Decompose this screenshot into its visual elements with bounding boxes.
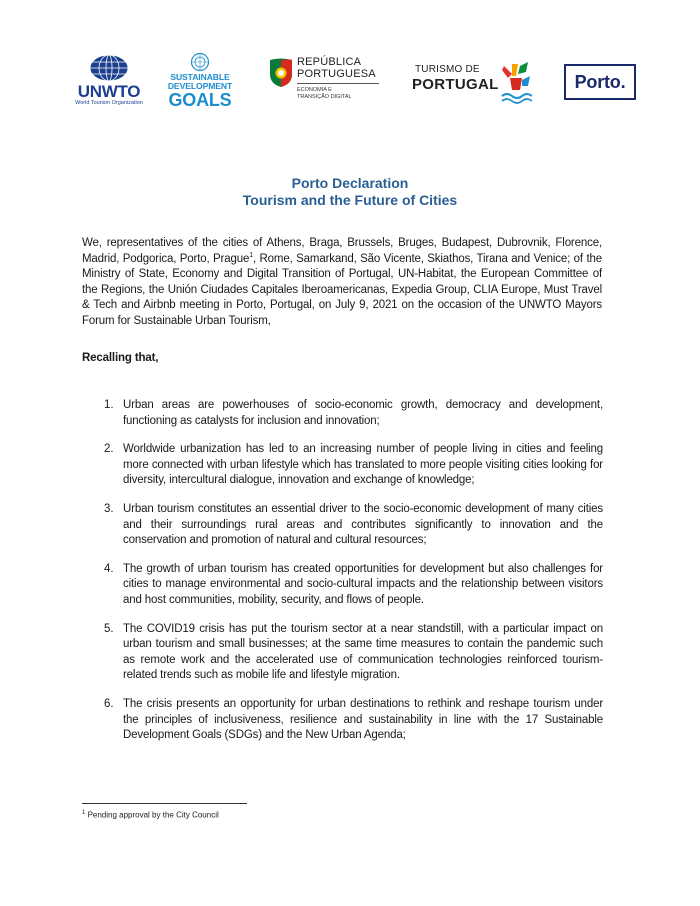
unwto-subtitle: World Tourism Organization <box>75 100 143 106</box>
portuguese-emblem-icon <box>268 58 294 88</box>
list-item-number: 3. <box>104 502 114 515</box>
list-item <box>0 398 700 429</box>
sdg-line1: SUSTAINABLE <box>170 72 230 82</box>
unwto-logo <box>74 54 144 107</box>
turismo-line1: TURISMO DE <box>415 64 480 75</box>
list-item-text: The crisis presents an opportunity for urban destinations to rethink and reshape tourism under the principles of inclusiveness, resilience and sustainability in line with the 17 Sustainable Development Goals (SDGs) and the New Urban Agenda; <box>123 697 603 742</box>
sdg-logo <box>162 52 238 110</box>
list-item-number: 6. <box>104 697 114 710</box>
list-item <box>0 502 700 549</box>
footnote-text: Pending approval by the City Council <box>85 810 219 820</box>
list-item-text: The COVID19 crisis has put the tourism sector at a near standstill, with a particular impact on urban tourism and small businesses; at the same time measures to contain the pandemic such as remote work and the accelerated use of communication technologies reinforced tourism-related trends such as mobile life and lifestyle migration. <box>123 622 603 682</box>
turismo-de-portugal-logo <box>412 60 534 104</box>
republica-line1: REPÚBLICA <box>297 56 362 68</box>
list-item <box>0 697 700 744</box>
list-item-text: Urban areas are powerhouses of socio-economic growth, democracy and development, functioning as catalysts for inclusion and innovation; <box>123 399 603 427</box>
intro-text-part2: , Rome, Samarkand, São Vicente, Skiathos, Tirana and Venice; of the Ministry of State, Economy and Digital Transition of Portugal, UN-Habitat, the European Committee of the Regions, the Unión Ciudades Capitales Iberoamericanas, Expedia Group, CLIA Europe, Must Travel & Tech and Airbnb meeting in Porto, Portugal, on July 9, 2021 on the occasion of the UNWTO Mayors Forum for Sustainable Urban Tourism, <box>82 252 602 327</box>
un-emblem-icon <box>190 52 210 72</box>
republica-line4: TRANSIÇÃO DIGITAL <box>297 94 352 100</box>
turismo-line2: PORTUGAL <box>412 76 499 93</box>
recitals-list <box>0 398 700 757</box>
document-subtitle: Tourism and the Future of Cities <box>242 192 458 208</box>
list-item-number: 5. <box>104 622 114 635</box>
colorful-figure-icon <box>500 60 532 104</box>
intro-text-part1: We, representatives of the cities of Athens, Braga, Brussels, Bruges, Budapest, Dubrovnik, Florence, Madrid, Podgorica, Porto, Prague <box>82 237 602 265</box>
list-item <box>0 442 700 489</box>
list-item-number: 2. <box>104 443 114 456</box>
list-item <box>0 562 700 609</box>
porto-logo: Porto. <box>564 64 636 100</box>
list-item-text: The growth of urban tourism has created opportunities for development but also challenges for cities to manage environmental and socio-cultural impacts and the relationship between visitors and host communities, mobility, security, and flows of people. <box>123 562 603 606</box>
republica-line3: ECONOMIA E <box>297 87 332 93</box>
recalling-heading: Recalling that, <box>82 352 159 364</box>
list-item-number: 1. <box>104 399 114 411</box>
republica-divider <box>297 83 379 84</box>
list-item-number: 4. <box>104 562 114 575</box>
list-item-text: Urban tourism constitutes an essential driver to the socio-economic development of many cities and their surroundings rural areas and contributes significantly to innovation and the conservation and promotion of natural and cultural resources; <box>123 502 603 547</box>
document-title: Porto Declaration <box>291 175 409 191</box>
footnote-mark: 1 <box>82 810 86 816</box>
list-item <box>0 622 700 684</box>
intro-paragraph <box>82 236 602 330</box>
footnote <box>82 810 219 820</box>
republica-line2: PORTUGUESA <box>297 68 376 80</box>
logo-bar <box>0 52 700 116</box>
sdg-line3: GOALS <box>168 90 232 110</box>
list-item-text: Worldwide urbanization has led to an increasing number of people living in cities and feeling more connected with urban lifestyle which has translated to more people visiting cities looking for diversity, intercultural dialogue, innovation and exchange of knowledge; <box>123 443 603 487</box>
footnote-divider <box>82 803 247 804</box>
republica-portuguesa-logo <box>268 56 380 108</box>
unwto-wordmark: UNWTO <box>77 82 141 101</box>
sdg-line2: DEVELOPMENT <box>167 81 233 91</box>
globe-icon <box>89 54 129 82</box>
footnote-reference[interactable]: 1 <box>249 251 253 259</box>
